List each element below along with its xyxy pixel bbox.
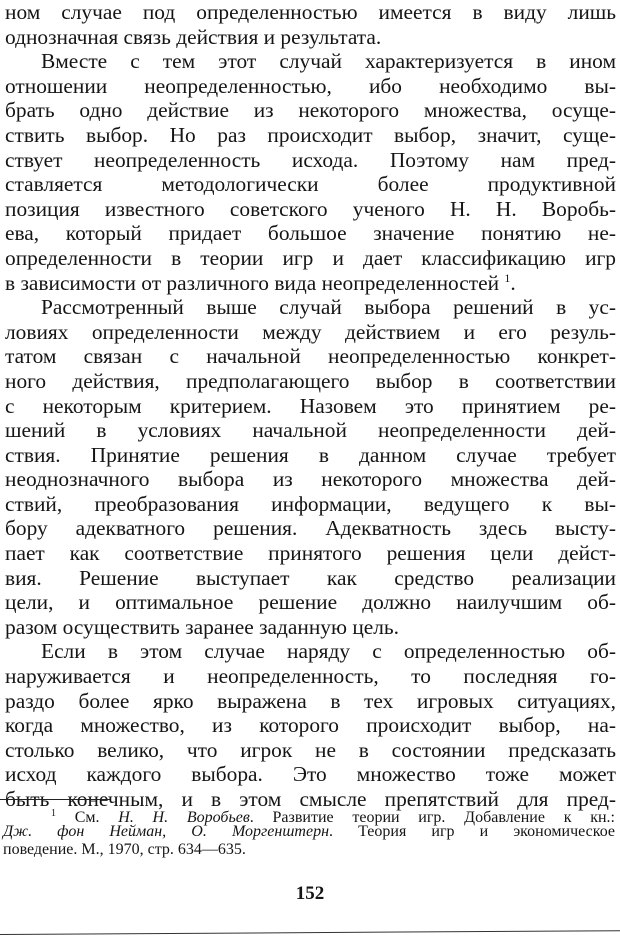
text-line: разом осуществить заранее заданную цель. — [5, 614, 400, 639]
text-line: Вместе с тем этот случай характеризуется в ином — [41, 49, 616, 74]
footnote-divider — [0, 799, 110, 800]
text-line: в зависимости от различного вида неопределенностей — [5, 270, 500, 295]
footnote-book-title: . Теория игр и экономическое — [329, 823, 615, 840]
page-bottom-rule — [0, 930, 620, 935]
text-line: ствует неопределенность исхода. Поэтому нам пред- — [5, 147, 616, 172]
period: . — [510, 270, 516, 295]
footnote-mark: 1 — [51, 808, 56, 819]
footnote-line — [3, 805, 615, 826]
main-text — [5, 0, 616, 812]
text-line: однозначная связь действия и результата. — [5, 24, 382, 49]
text-line: ствий, преобразования информации, ведущего к вы- — [5, 491, 616, 516]
text-line: раздо более ярко выражена в тех игровых ситуациях, — [5, 688, 616, 713]
text-line: Рассмотренный выше случай выбора решений в ус- — [41, 295, 616, 320]
text-line: пает как соответствие принятого решения цели дейст- — [5, 541, 616, 566]
text-line: шений в условиях начальной неопределенности дей- — [5, 418, 616, 443]
text-line: татом связан с начальной неопределенностью конкрет- — [5, 344, 616, 369]
text-line: определенности в теории игр и дает классификацию игр — [5, 245, 616, 270]
footnote-authors: Дж. фон Нейман, О. Моргенштерн — [3, 823, 329, 840]
text-line: бору адекватного решения. Адекватность здесь высту- — [5, 516, 616, 541]
text-line: брать одно действие из некоторого множества, осуще- — [5, 98, 616, 123]
text-line: ствить выбор. Но раз происходит выбор, значит, суще- — [5, 122, 616, 147]
text-line: ловиях определенности между действием и его резуль- — [5, 319, 616, 344]
footnote-reference[interactable]: 1 — [504, 270, 511, 285]
text-line: наруживается и неопределенность, то последняя го- — [5, 664, 616, 689]
text-line: столько велико, что игрок не в состоянии предсказать — [5, 737, 616, 762]
text-line: быть конечным, и в этом смысле препятствий для пред- — [5, 787, 616, 811]
text-line: ева, который придает большое значение понятию не- — [5, 221, 616, 246]
text-line: позиция известного советского ученого Н. Н. Воробь- — [5, 196, 616, 221]
footnote-see: См. — [74, 809, 100, 826]
text-line: цели, и оптимальное решение должно наилучшим об- — [5, 590, 616, 615]
text-line: ставляется методологически более продуктивной — [5, 172, 616, 197]
footnote-line — [3, 823, 615, 841]
text-line: с некоторым критерием. Назовем это принятием ре- — [5, 393, 616, 418]
text-line: когда множество, из которого происходит выбор, на- — [5, 713, 616, 738]
text-line: ном случае под определенностью имеется в виду лишь — [5, 0, 616, 24]
text-line: неоднозначного выбора из некоторого множества дей- — [5, 467, 616, 492]
footnote-line: поведение. М., 1970, стр. 634—635. — [3, 841, 246, 858]
footnote-author: Н. Н. Воробьев — [118, 809, 250, 826]
footnote-block — [3, 805, 615, 859]
text-line: Если в этом случае наряду с определенностью об- — [41, 639, 616, 664]
text-line: отношении неопределенностью, ибо необходимо вы- — [5, 73, 616, 98]
footnote-title: . Развитие теории игр. Добавление к кн.: — [249, 809, 615, 826]
text-line: ного действия, предполагающего выбор в соответствии — [5, 368, 616, 393]
text-line: исход каждого выбора. Это множество тоже может — [5, 762, 616, 787]
page-number: 152 — [295, 883, 325, 904]
text-line-with-footnote-ref — [5, 271, 616, 296]
text-line: вия. Решение выступает как средство реализации — [5, 565, 616, 590]
text-line: ствия. Принятие решения в данном случае требует — [5, 442, 616, 467]
